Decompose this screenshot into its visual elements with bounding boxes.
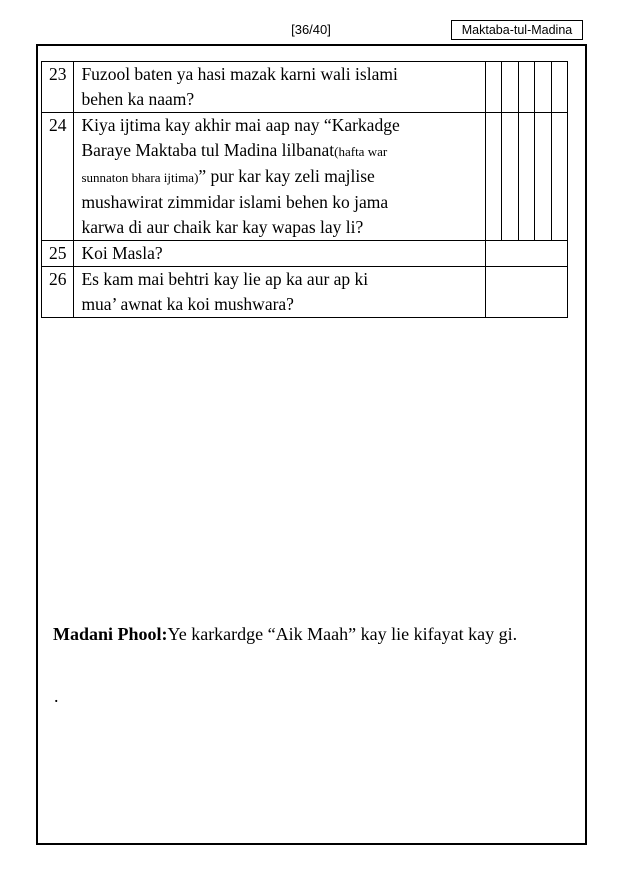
- checkbox-cell[interactable]: [486, 113, 502, 241]
- checkbox-cell[interactable]: [486, 62, 502, 113]
- question-fragment: Baraye Maktaba tul Madina lilbanat: [81, 140, 335, 160]
- row-number: 23: [42, 62, 74, 113]
- question-line: behen ka naam?: [81, 89, 195, 109]
- checkbox-cell[interactable]: [518, 62, 534, 113]
- source-label: Maktaba-tul-Madina: [451, 20, 583, 40]
- answer-cell[interactable]: [486, 267, 568, 318]
- row-number: 26: [42, 267, 74, 318]
- question-line: Kiya ijtima kay akhir mai aap nay “Karkadge: [81, 115, 400, 135]
- checkbox-cell[interactable]: [551, 113, 567, 241]
- question-line: [81, 138, 481, 164]
- checkbox-cell[interactable]: [502, 113, 518, 241]
- question-line: karwa di aur chaik kar kay wapas lay li?: [81, 217, 364, 237]
- note-text: Ye karkardge “Aik Maah” kay lie kifayat kay gi.: [167, 624, 518, 644]
- question-fragment-small: (hafta war: [334, 144, 388, 159]
- madani-phool-note: [53, 620, 553, 648]
- question-line: [81, 164, 481, 190]
- question-line: Fuzool baten ya hasi mazak karni wali islami: [81, 64, 398, 84]
- answer-cell[interactable]: [486, 241, 568, 267]
- question-line: Es kam mai behtri kay lie ap ka aur ap ki: [81, 269, 369, 289]
- question-line: mushawirat zimmidar islami behen ko jama: [81, 192, 389, 212]
- table-row: [42, 267, 568, 318]
- page-number: [36/40]: [291, 22, 331, 37]
- note-heading: Madani Phool:: [53, 624, 168, 644]
- question-line: mua’ awnat ka koi mushwara?: [81, 294, 294, 314]
- row-number: 24: [42, 113, 74, 241]
- question-line: Koi Masla?: [81, 243, 163, 263]
- checklist-table: [41, 61, 568, 318]
- checkbox-cell[interactable]: [502, 62, 518, 113]
- table-row: [42, 113, 568, 241]
- table-row: [42, 241, 568, 267]
- question-text: [74, 62, 486, 113]
- trailing-dot: .: [54, 686, 59, 706]
- question-fragment-small: sunnaton bhara ijtima): [81, 170, 199, 185]
- question-text: [74, 241, 486, 267]
- row-number: 25: [42, 241, 74, 267]
- checkbox-cell[interactable]: [518, 113, 534, 241]
- question-fragment: ” pur kar kay zeli majlise: [198, 166, 375, 186]
- question-text: [74, 267, 486, 318]
- checkbox-cell[interactable]: [551, 62, 567, 113]
- question-text: [74, 113, 486, 241]
- checkbox-cell[interactable]: [535, 113, 551, 241]
- checkbox-cell[interactable]: [535, 62, 551, 113]
- table-row: [42, 62, 568, 113]
